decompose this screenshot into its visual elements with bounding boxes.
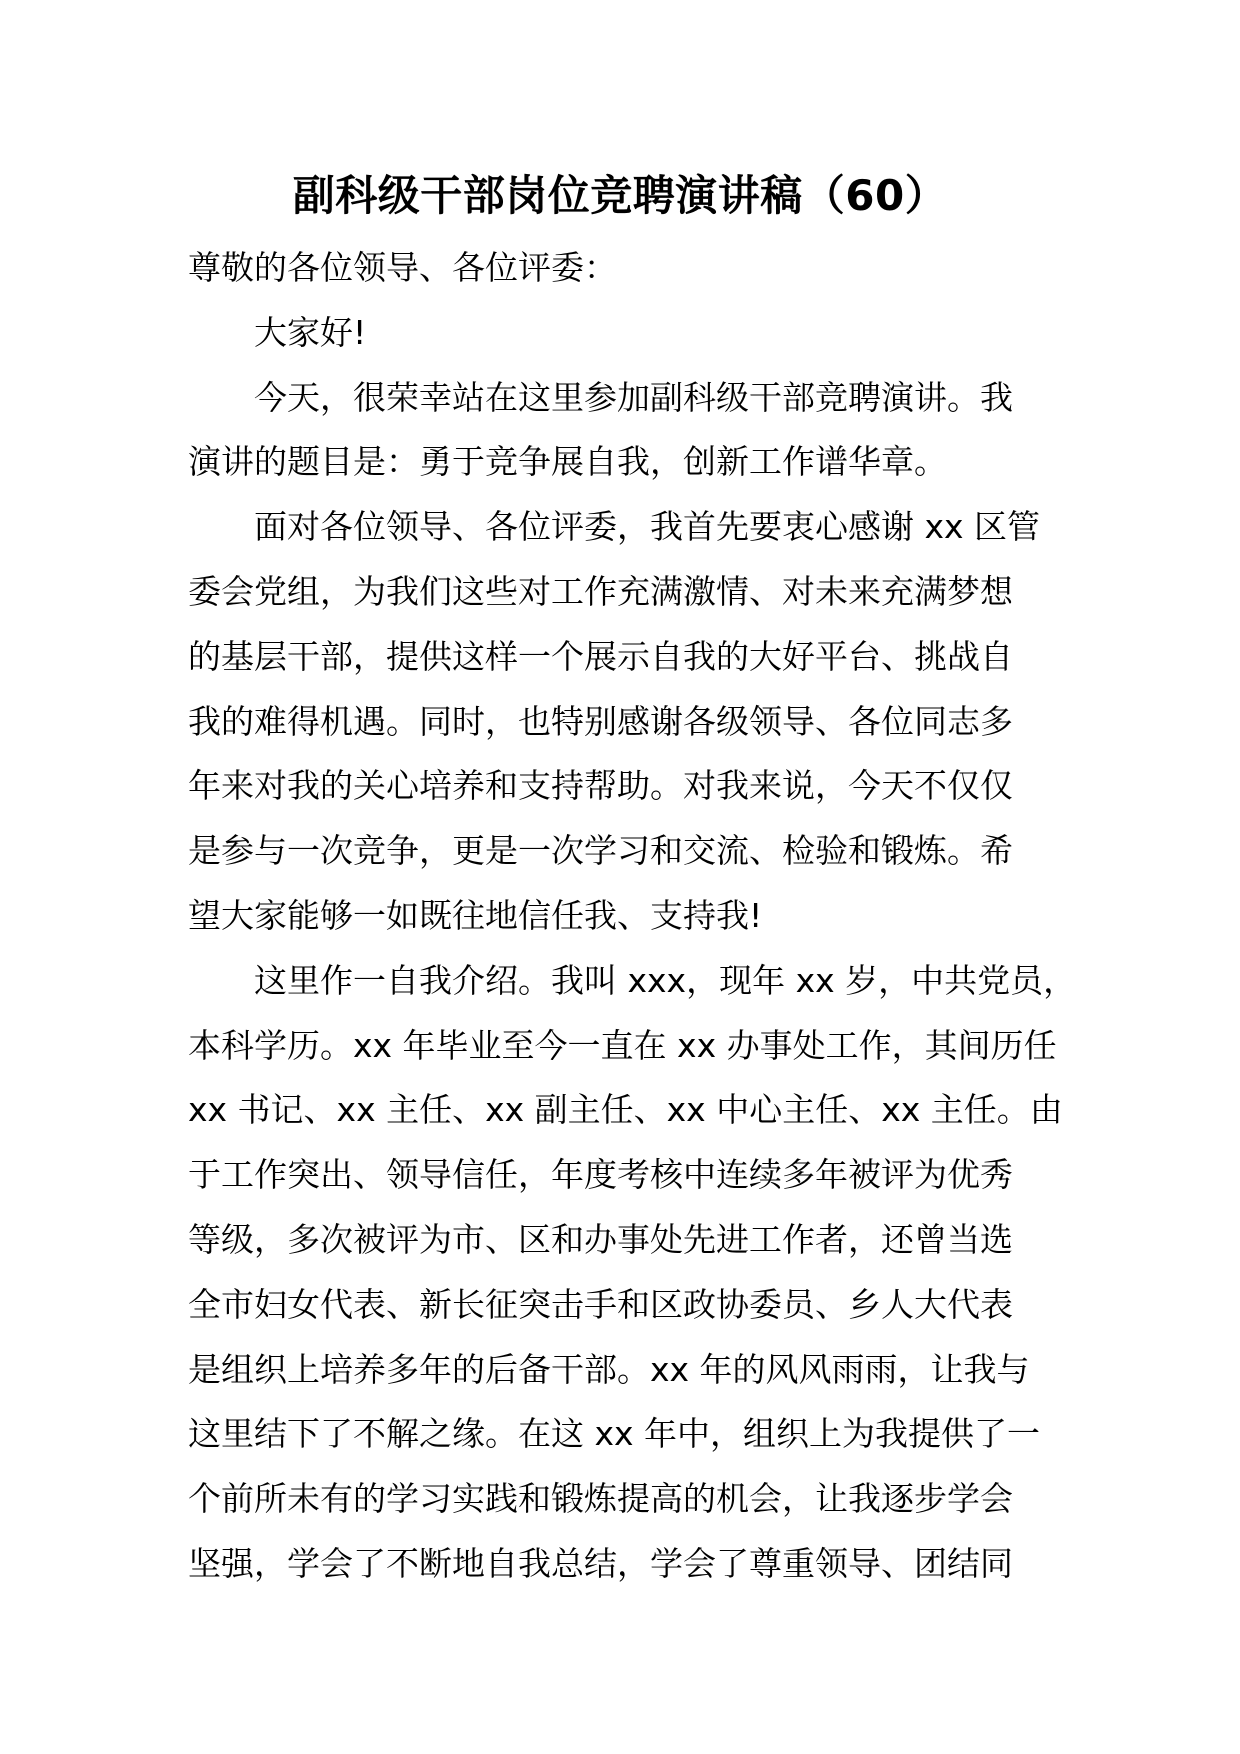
body-line: 等级，多次被评为市、区和办事处先进工作者，还曾当选: [188, 1219, 1013, 1259]
body-line: 我的难得机遇。同时，也特别感谢各级领导、各位同志多: [188, 701, 1013, 741]
document-title: 副科级干部岗位竞聘演讲稿（60）: [292, 171, 948, 220]
body-line: 面对各位领导、各位评委，我首先要衷心感谢 xx 区管: [254, 507, 1041, 547]
body-line: 委会党组，为我们这些对工作充满激情、对未来充满梦想: [188, 571, 1013, 611]
body-line: 这里结下了不解之缘。在这 xx 年中，组织上为我提供了一: [188, 1414, 1041, 1454]
body-line: 的基层干部，提供这样一个展示自我的大好平台、挑战自: [188, 636, 1013, 676]
body-line: 坚强，学会了不断地自我总结，学会了尊重领导、团结同: [188, 1543, 1013, 1583]
body-line: 望大家能够一如既往地信任我、支持我!: [188, 895, 763, 935]
body-line: 是组织上培养多年的后备干部。xx 年的风风雨雨，让我与: [188, 1349, 1030, 1389]
body-line: 年来对我的关心培养和支持帮助。对我来说，今天不仅仅: [188, 766, 1013, 806]
body-line: 今天，很荣幸站在这里参加副科级干部竞聘演讲。我: [254, 377, 1013, 417]
body-line: 全市妇女代表、新长征突击手和区政协委员、乡人大代表: [188, 1284, 1013, 1324]
body-line: 是参与一次竞争，更是一次学习和交流、检验和锻炼。希: [188, 831, 1013, 871]
body-line: 尊敬的各位领导、各位评委：: [188, 248, 617, 287]
body-line: 这里作一自我介绍。我叫 xxx，现年 xx 岁，中共党员，: [254, 960, 1077, 1000]
document-body: [188, 236, 1077, 1597]
body-line: 个前所未有的学习实践和锻炼提高的机会，让我逐步学会: [188, 1479, 1013, 1519]
body-line: 演讲的题目是：勇于竞争展自我，创新工作谱华章。: [188, 442, 947, 482]
body-line: 大家好!: [254, 312, 367, 352]
body-line: 于工作突出、领导信任，年度考核中连续多年被评为优秀: [188, 1155, 1013, 1195]
body-line: 本科学历。xx 年毕业至今一直在 xx 办事处工作，其间历任: [188, 1025, 1057, 1065]
body-line: xx 书记、xx 主任、xx 副主任、xx 中心主任、xx 主任。由: [188, 1090, 1063, 1130]
